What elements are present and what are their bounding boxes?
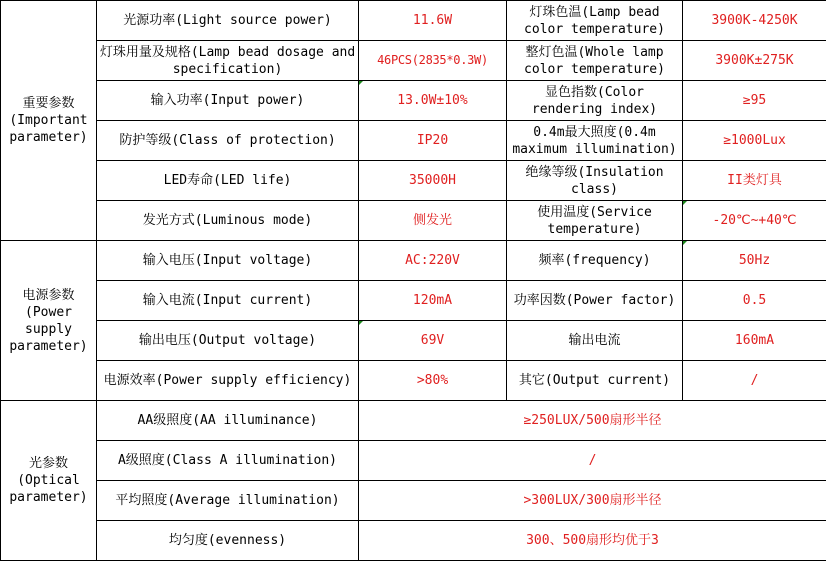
table-row [1, 201, 826, 241]
param-value-wide: / [359, 441, 826, 481]
table-row [1, 401, 826, 441]
param-value: 3900K-4250K [683, 1, 826, 41]
param-label: 电源效率(Power supply efficiency) [97, 361, 359, 401]
param-label: 频率(frequency) [507, 241, 683, 281]
param-value: 0.5 [683, 281, 826, 321]
param-value-wide: 300、500扇形均优于3 [359, 521, 826, 561]
table-row [1, 81, 826, 121]
table-row [1, 361, 826, 401]
param-label: 输入电流(Input current) [97, 281, 359, 321]
param-label: 输出电压(Output voltage) [97, 321, 359, 361]
param-value: 69V [359, 321, 507, 361]
param-label: A级照度(Class A illumination) [97, 441, 359, 481]
param-label: 整灯色温(Whole lamp color temperature) [507, 41, 683, 81]
param-value: 160mA [683, 321, 826, 361]
param-value: 侧发光 [359, 201, 507, 241]
param-label: 防护等级(Class of protection) [97, 121, 359, 161]
param-value: IP20 [359, 121, 507, 161]
table-row [1, 281, 826, 321]
param-label: 其它(Output current) [507, 361, 683, 401]
param-label: 灯珠色温(Lamp bead color temperature) [507, 1, 683, 41]
param-value: >80% [359, 361, 507, 401]
param-label: 灯珠用量及规格(Lamp bead dosage and specification) [97, 41, 359, 81]
param-value: 13.0W±10% [359, 81, 507, 121]
table-row [1, 161, 826, 201]
param-value: 11.6W [359, 1, 507, 41]
param-value: II类灯具 [683, 161, 826, 201]
param-value: ≥95 [683, 81, 826, 121]
param-label: AA级照度(AA illuminance) [97, 401, 359, 441]
param-label: 平均照度(Average illumination) [97, 481, 359, 521]
param-label: 均匀度(evenness) [97, 521, 359, 561]
param-value: 35000H [359, 161, 507, 201]
param-label: 输出电流 [507, 321, 683, 361]
table-row [1, 241, 826, 281]
group-label-important: 重要参数 (Important parameter) [1, 1, 97, 241]
table-row [1, 121, 826, 161]
param-value-wide: ≥250LUX/500扇形半径 [359, 401, 826, 441]
param-label: 绝缘等级(Insulation class) [507, 161, 683, 201]
param-label: 输入功率(Input power) [97, 81, 359, 121]
table-row [1, 321, 826, 361]
param-label: 显色指数(Color rendering index) [507, 81, 683, 121]
param-value: 50Hz [683, 241, 826, 281]
param-label: 发光方式(Luminous mode) [97, 201, 359, 241]
param-value-wide: >300LUX/300扇形半径 [359, 481, 826, 521]
param-value: / [683, 361, 826, 401]
param-label: 功率因数(Power factor) [507, 281, 683, 321]
param-label: 光源功率(Light source power) [97, 1, 359, 41]
table-row [1, 481, 826, 521]
param-label: LED寿命(LED life) [97, 161, 359, 201]
table-row [1, 41, 826, 81]
param-value: 3900K±275K [683, 41, 826, 81]
param-label: 输入电压(Input voltage) [97, 241, 359, 281]
param-label: 0.4m最大照度(0.4m maximum illumination) [507, 121, 683, 161]
param-value: -20℃~+40℃ [683, 201, 826, 241]
param-label: 使用温度(Service temperature) [507, 201, 683, 241]
group-label-power: 电源参数 (Power supply parameter) [1, 241, 97, 401]
group-label-optical: 光参数 (Optical parameter) [1, 401, 97, 561]
table-row [1, 521, 826, 561]
param-value: 120mA [359, 281, 507, 321]
table-row [1, 1, 826, 41]
param-value: AC:220V [359, 241, 507, 281]
table-row [1, 441, 826, 481]
param-value: ≥1000Lux [683, 121, 826, 161]
param-value: 46PCS(2835*0.3W) [359, 41, 507, 81]
